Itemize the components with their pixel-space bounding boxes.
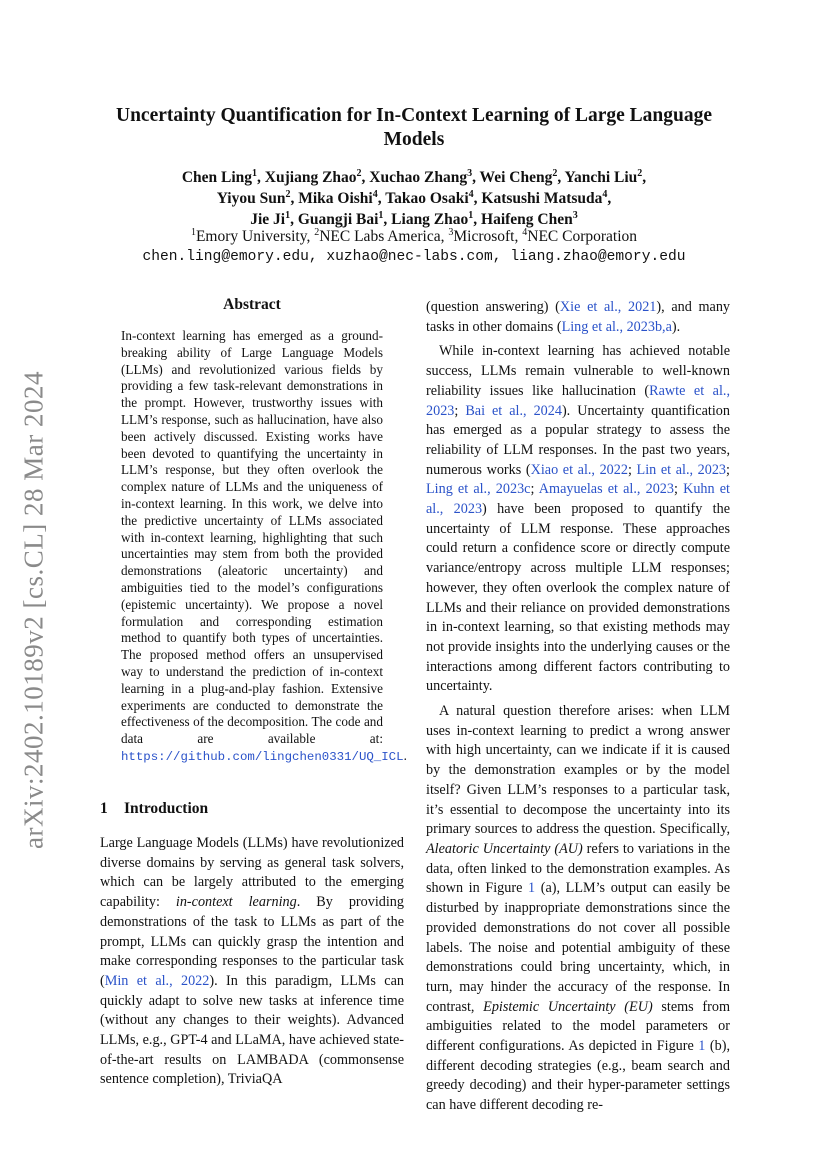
paragraph: Large Language Models (LLMs) have revolutionized diverse domains by serving as general task solvers, which can be largely attributed to the emerging capability: in-context learning. By providing demonstrations of the task to LLMs as part of the prompt, LLMs can quickly grasp the intention and make corresponding responses to the particular task (Min et al., 2022). In this paradigm, LLMs can quickly adapt to solve new tasks at inference time (without any changes to their weights). Advanced LLMs, e.g., GPT-4 and LLaMA, have achieved state-of-the-art results on LAMBADA (commonsense sentence completion), TriviaQA [100,835,404,1088]
section-title: Introduction [124,800,209,817]
figure-link[interactable]: 1 [528,880,536,897]
section-heading [100,800,208,818]
code-link[interactable]: https://github.com/lingchen0331/UQ_ICL [121,749,404,764]
author-name: Chen Ling [181,169,253,186]
citation-link[interactable]: Lin et al., 2023 [636,461,727,478]
citation-link[interactable]: Xiao et al., 2022 [530,461,628,478]
arxiv-identifier: arXiv:2402.10189v2 [cs.CL] 28 Mar 2024 [18,371,49,849]
figure-link[interactable]: 1 [698,1038,706,1055]
citation-link[interactable]: Rawte et al., 2023 [426,382,730,419]
arxiv-sidebar [8,360,60,860]
citation-link[interactable]: Ling et al., 2023b,a [561,318,672,335]
right-column-body [426,298,730,1116]
paragraph: A natural question therefore arises: when LLM uses in-context learning to predict a wrong answer with high uncertainty, can we indicate if it is caused by the demonstration examples or by the model itself? Given LLM’s responses to a particular task, it’s essential to decompose the uncertainty into its primary sources to address the question. Specifically, Aleatoric Uncertainty (AU) refers to variations in the data, often linked to the demonstration examples. As shown in Figure 1 (a), LLM’s output can easily be disturbed by inappropriate demonstrations since the provided demonstrations do not cover all possible labels. The noise and potential ambiguity of these demonstrations could bring uncertainty, which, in turn, may hinder the accuracy of the response. In contrast, Epistemic Uncertainty (EU) stems from ambiguities related to the model parameters or different configurations. As depicted in Figure 1 (b), different decoding strategies (e.g., beam search and greedy decoding) and their hyper-parameter settings can have different decoding re- [426,703,731,1114]
citation-link[interactable]: Bai et al., 2024 [465,402,562,419]
paragraph: While in-context learning has achieved notable success, LLMs remain vulnerable to well-known reliability issues like hallucination (Rawte et al., 2023; Bai et al., 2024). Uncertainty quantification has emerged as a popular strategy to assess the reliability of LLM responses. In the past two years, numerous works (Xiao et al., 2022; Lin et al., 2023; Ling et al., 2023c; Amayuelas et al., 2023; Kuhn et al., 2023) have been proposed to quantify the uncertainty of LLM response. These approaches could return a confidence score or directly compute variance/entropy across multiple LLM responses; however, they often overlook the complex nature of LLMs and their reliance on provided demonstrations in in-context learning, so that existing methods may not provide insights into the underlying causes or the interactions among different factors contributing to uncertainty. [426,343,730,695]
author-list: Chen Ling$^1$, Xujiang Zhao$^2$, Xuchao Zhang$^3$, Wei Cheng$^2$, Yanchi Liu$^2$, Yiyou Sun$^2$, Mika Oishi$^4$, Takao Osaki$^4$, Katsushi Matsuda$^4$, Jie Ji$^1$, Guangji Bai$^1$, Liang Zhao$^1$, Haifeng Chen$^3$ [181,167,647,228]
citation-link[interactable]: Min et al., 2022 [104,972,210,989]
affiliations: $^1$Emory University, $^2$NEC Labs America, $^3$Microsoft, $^4$NEC Corporation [190,226,638,245]
citation-link[interactable]: Ling et al., 2023c [426,481,531,498]
author-emails: chen.ling@emory.edu, xuzhao@nec-labs.com, liang.zhao@emory.edu [142,249,686,265]
paragraph: (question answering) (Xie et al., 2021), and many tasks in other domains (Ling et al., 2023b,a). [426,299,731,335]
section-number: 1 [100,800,108,817]
left-column-body [100,834,404,1090]
citation-link[interactable]: Xie et al., 2021 [559,299,657,315]
citation-link[interactable]: Amayuelas et al., 2023 [538,481,674,498]
abstract-body: In-context learning has emerged as a ground-breaking ability of Large Language Models (LLMs) and revolutionized various fields by providing a few task-relevant demonstrations in the prompt. However, trustworthy issues with LLM’s response, such as hallucination, have also been actively discussed. Existing works have been devoted to quantifying the uncertainty in LLM’s response, but they often overlook the complex nature of LLMs and the uniqueness of in-context learning. In this work, we delve into the predictive uncertainty of LLMs associated with in-context learning, highlighting that such uncertainties may stem from both the provided demonstrations (aleatoric uncertainty) and ambiguities tied to the model’s configurations (epistemic uncertainty). We propose a novel formulation and corresponding estimation method to quantify both types of uncertainties. The proposed method offers an unsupervised way to understand the prediction of in-context learning in a plug-and-play fashion. Extensive experiments are conducted to demonstrate the effectiveness of the decomposition. The code and data are available at: https://github.com/lingchen0331/UQ_ICL. [121,328,407,764]
citation-link[interactable]: Kuhn et al., 2023 [426,481,730,518]
paper-title: Uncertainty Quantification for In-Context Learning of Large Language Models [116,105,712,150]
abstract-heading: Abstract [223,296,281,313]
